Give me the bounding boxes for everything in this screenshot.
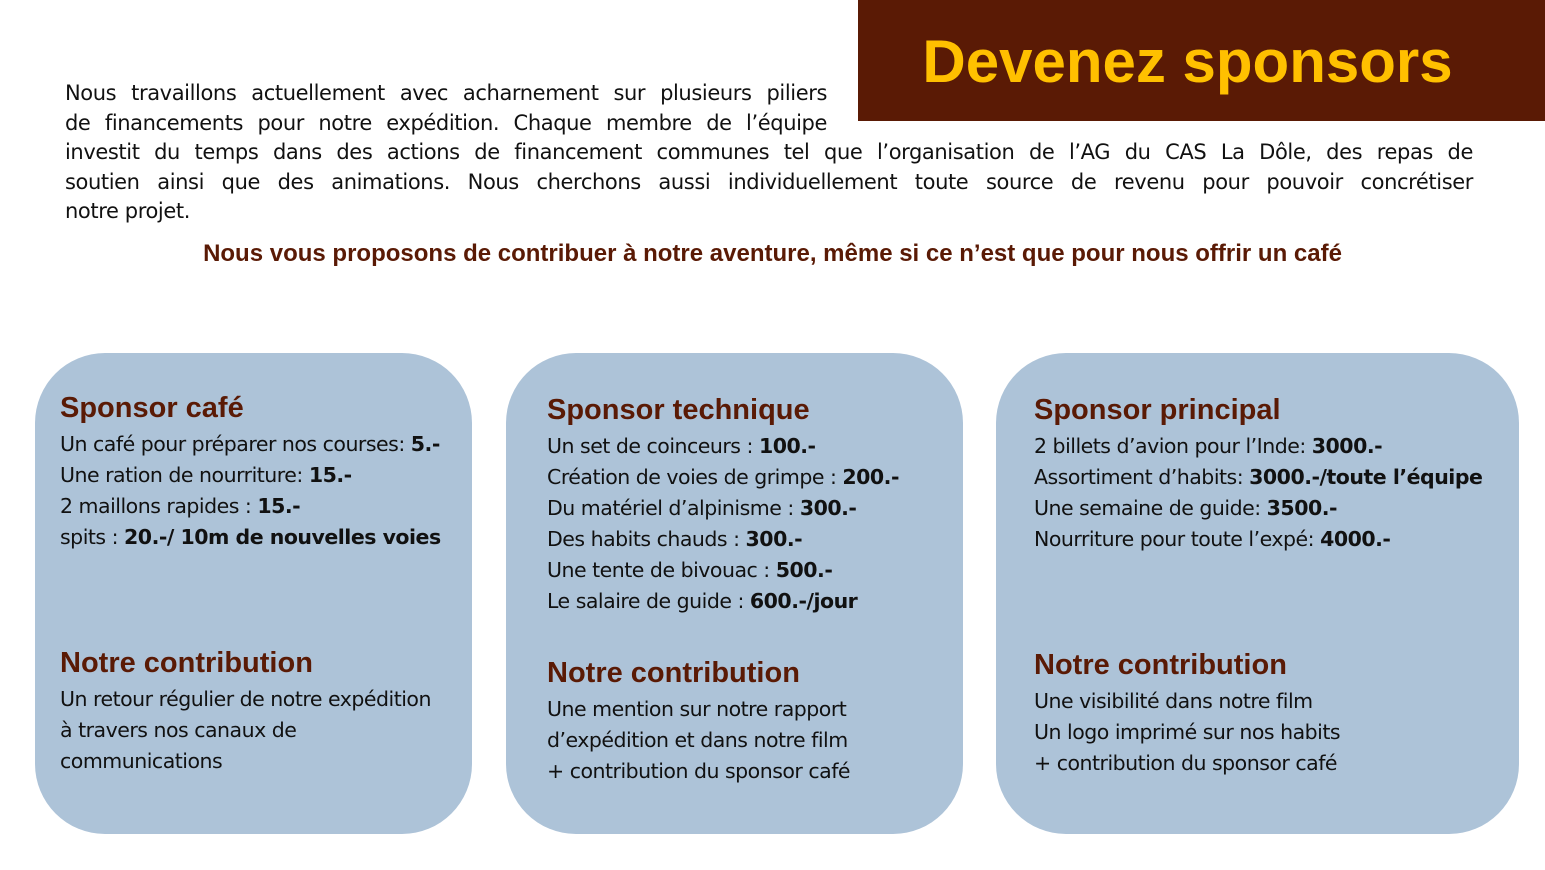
intro-line: investit du temps dans des actions de financement communes tel que l’organisation de l’AG du CAS La Dôle, des repas de	[65, 140, 1473, 164]
item-label: Le salaire de guide :	[547, 589, 750, 613]
contribution-text	[1034, 686, 1340, 779]
price-item	[60, 522, 441, 553]
item-price: 3000.-/toute l’équipe	[1249, 465, 1483, 489]
sponsor-card-technique	[506, 353, 963, 834]
item-price: 600.-/jour	[749, 589, 858, 613]
item-label: spits :	[60, 525, 125, 549]
item-label: Des habits chauds :	[547, 527, 746, 551]
price-item	[60, 491, 441, 522]
contribution-title: Notre contribution	[547, 657, 800, 689]
intro-line: Nous travaillons actuellement avec acharnement sur plusieurs piliers	[65, 81, 827, 105]
tagline: Nous vous proposons de contribuer à notre aventure, même si ce n’est que pour nous offrir un café	[203, 240, 1342, 267]
item-price: 15.-	[257, 494, 301, 518]
item-label: 2 maillons rapides :	[60, 494, 258, 518]
item-price: 3000.-	[1311, 434, 1383, 458]
intro-line: de financements pour notre expédition. Chaque membre de l’équipe	[65, 110, 827, 135]
contribution-line: à travers nos canaux de	[60, 718, 297, 742]
price-item	[547, 555, 899, 586]
item-price: 500.-	[775, 558, 833, 582]
price-item	[60, 460, 441, 491]
price-list	[547, 431, 899, 617]
item-price: 3500.-	[1266, 496, 1338, 520]
item-label: Un set de coinceurs :	[547, 434, 759, 458]
contribution-line: + contribution du sponsor café	[547, 759, 851, 783]
price-item	[60, 429, 441, 460]
card-title: Sponsor technique	[547, 394, 810, 426]
price-item	[547, 431, 899, 462]
contribution-line: Une mention sur notre rapport	[547, 697, 847, 721]
item-label: 2 billets d’avion pour l’Inde:	[1034, 434, 1312, 458]
price-item	[547, 524, 899, 555]
contribution-text	[60, 684, 431, 777]
item-price: 300.-	[799, 496, 857, 520]
contribution-title: Notre contribution	[1034, 649, 1287, 681]
price-item	[547, 462, 899, 493]
price-list	[1034, 431, 1482, 555]
contribution-line: Un retour régulier de notre expédition	[60, 687, 431, 711]
item-label: Une ration de nourriture:	[60, 463, 309, 487]
intro-paragraph	[65, 79, 1473, 227]
item-label: Une semaine de guide:	[1034, 496, 1267, 520]
item-label: Création de voies de grimpe :	[547, 465, 843, 489]
item-price: 20.-/ 10m de nouvelles voies	[124, 525, 441, 549]
item-price: 15.-	[308, 463, 352, 487]
price-list	[60, 429, 441, 553]
item-price: 100.-	[758, 434, 816, 458]
item-label: Une tente de bivouac :	[547, 558, 776, 582]
contribution-line: communications	[60, 749, 223, 773]
intro-line: notre projet.	[65, 199, 190, 223]
sponsor-card-principal	[996, 353, 1519, 834]
price-item	[1034, 462, 1482, 493]
contribution-line: d’expédition et dans notre film	[547, 728, 848, 752]
item-price: 4000.-	[1320, 527, 1391, 551]
price-item	[1034, 431, 1482, 462]
item-label: Assortiment d’habits:	[1034, 465, 1250, 489]
intro-line: soutien ainsi que des animations. Nous cherchons aussi individuellement toute source de revenu pour pouvoir concrétiser	[65, 169, 1473, 194]
item-price: 300.-	[745, 527, 803, 551]
item-label: Un café pour préparer nos courses:	[60, 432, 411, 456]
price-item	[547, 586, 899, 617]
page-title: Devenez sponsors	[922, 28, 1453, 95]
contribution-line: + contribution du sponsor café	[1034, 751, 1338, 775]
card-title: Sponsor café	[60, 392, 244, 424]
contribution-line: Un logo imprimé sur nos habits	[1034, 720, 1341, 744]
item-label: Du matériel d’alpinisme :	[547, 496, 800, 520]
contribution-text	[547, 694, 850, 787]
item-price: 5.-	[410, 432, 440, 456]
price-item	[547, 493, 899, 524]
contribution-line: Une visibilité dans notre film	[1034, 689, 1313, 713]
sponsor-card-cafe	[35, 353, 472, 834]
item-price: 200.-	[842, 465, 899, 489]
price-item	[1034, 524, 1482, 555]
price-item	[1034, 493, 1482, 524]
contribution-title: Notre contribution	[60, 647, 313, 679]
card-title: Sponsor principal	[1034, 394, 1281, 426]
item-label: Nourriture pour toute l’expé:	[1034, 527, 1321, 551]
